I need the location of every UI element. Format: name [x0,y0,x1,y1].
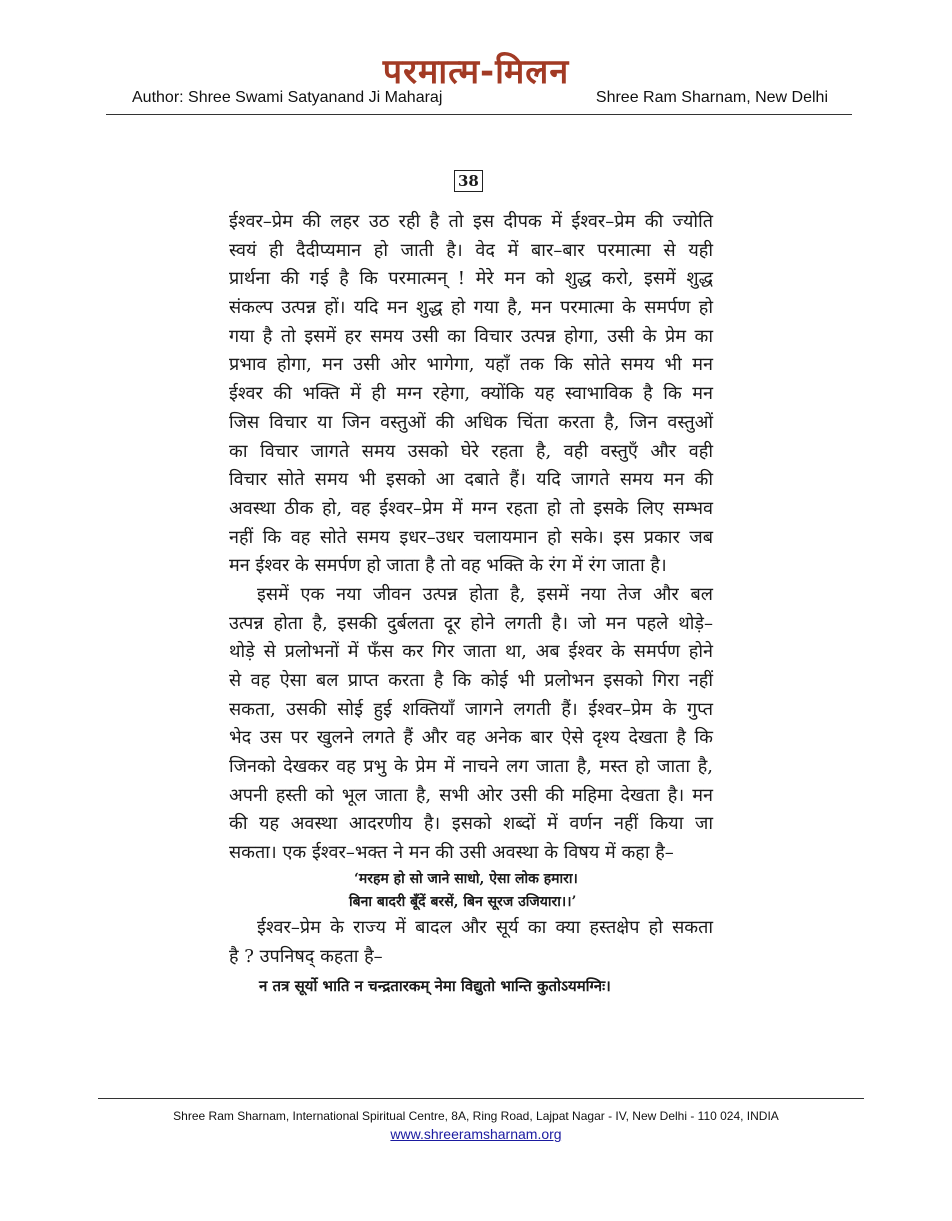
body-line: मन ईश्वर के समर्पण हो जाता है तो वह भक्ति के रंग में रंग जाता है। [229,555,667,577]
body-line: जिस विचार या जिन वस्तुओं की अधिक चिंता करता है, जिन वस्तुओं [229,411,713,433]
body-line: ईश्वर–प्रेम के राज्य में बादल और सूर्य का क्या हस्तक्षेप हो सकता [257,916,713,938]
body-line: प्रार्थना की गई है कि परमात्मन् ! मेरे मन को शुद्ध करो, इसमें शुद्ध [229,268,713,290]
website-link[interactable]: www.shreeramsharnam.org [390,1126,562,1142]
footer-address: Shree Ram Sharnam, International Spiritual Centre, 8A, Ring Road, Lajpat Nagar - IV, New Delhi - 110 024, INDIA [173,1109,779,1123]
body-line: है ? उपनिषद् कहता है– [229,945,383,967]
body-line: ईश्वर की भक्ति में ही मग्न रहेगा, क्योंकि यह स्वाभाविक है कि मन [229,383,713,405]
sanskrit-sloka: न तत्र सूर्यो भाति न चन्द्रतारकम् नेमा विद्युतो भान्ति कुतोऽयमग्निः। [259,977,611,996]
author-line: Author: Shree Swami Satyanand Ji Maharaj [132,89,443,106]
header-divider [106,114,852,115]
body-line: उत्पन्न होता है, इसकी दुर्बलता दूर होने लगती है। जो मन पहले थोड़े– [229,612,713,634]
verse-line: बिना बादरी बूँदें बरसें, बिन सूरज उजियारा।।’ [349,893,577,910]
body-line: की यह अवस्था आदरणीय है। इसको शब्दों में वर्णन नहीं किया जा [229,813,713,835]
body-line: संकल्प उत्पन्न हों। यदि मन शुद्ध हो गया है, मन परमात्मा के समर्पण हो [229,297,713,319]
body-text [229,208,713,1001]
body-line: विचार सोते समय भी इसको आ दबाते हैं। यदि जागते समय मन की [229,469,713,491]
body-line: प्रभाव होगा, मन उसी ओर भागेगा, यहाँ तक कि सोते समय भी मन [229,354,713,376]
body-line: अवस्था ठीक हो, वह ईश्वर–प्रेम में मग्न रहता हो तो इसके लिए सम्भव [229,497,713,519]
page-number: 38 [454,170,483,192]
body-line: जिनको देखकर वह प्रभु के प्रेम में नाचने लग जाता है, मस्त हो जाता है, [229,756,713,778]
footer-divider [98,1098,864,1099]
body-line: का विचार जागते समय उसको घेरे रहता है, वही वस्तुएँ और वही [229,440,713,462]
body-line: नहीं कि वह सोते समय इधर–उधर चलायमान हो सके। इस प्रकार जब [229,526,713,548]
body-line: थोड़े से प्रलोभनों में फँस कर गिर जाता था, अब ईश्वर के समर्पण होने [229,641,713,663]
document-title: परमात्म-मिलन [382,52,570,92]
body-line: से वह ऐसा बल प्राप्त करता है कि कोई भी प्रलोभन इसको गिरा नहीं [229,670,713,691]
body-line: इसमें एक नया जीवन उत्पन्न होता है, इसमें नया तेज और बल [257,583,713,605]
body-line: ईश्वर–प्रेम की लहर उठ रही है तो इस दीपक में ईश्वर–प्रेम की ज्योति [229,211,713,232]
body-line: भेद उस पर खुलने लगते हैं और वह अनेक बार ऐसे दृश्य देखता है कि [229,727,713,749]
body-line: सकता, उसकी सोई हुई शक्तियाँ जागने लगती हैं। ईश्वर–प्रेम के गुप्त [229,698,713,720]
verse-line: ‘मरहम हो सो जाने साधो, ऐसा लोक हमारा। [354,870,578,887]
organization-line: Shree Ram Sharnam, New Delhi [595,89,828,106]
body-line: अपनी हस्ती को भूल जाता है, सभी ओर उसी की महिमा देखता है। मन [229,784,713,806]
body-line: सकता। एक ईश्वर–भक्त ने मन की उसी अवस्था के विषय में कहा है– [229,842,674,864]
body-line: गया है तो इसमें हर समय उसी का विचार उत्पन्न होगा, उसी के प्रेम का [229,325,713,347]
body-line: स्वयं ही दैदीप्यमान हो जाती है। वेद में बार–बार परमात्मा से यही [229,239,713,261]
